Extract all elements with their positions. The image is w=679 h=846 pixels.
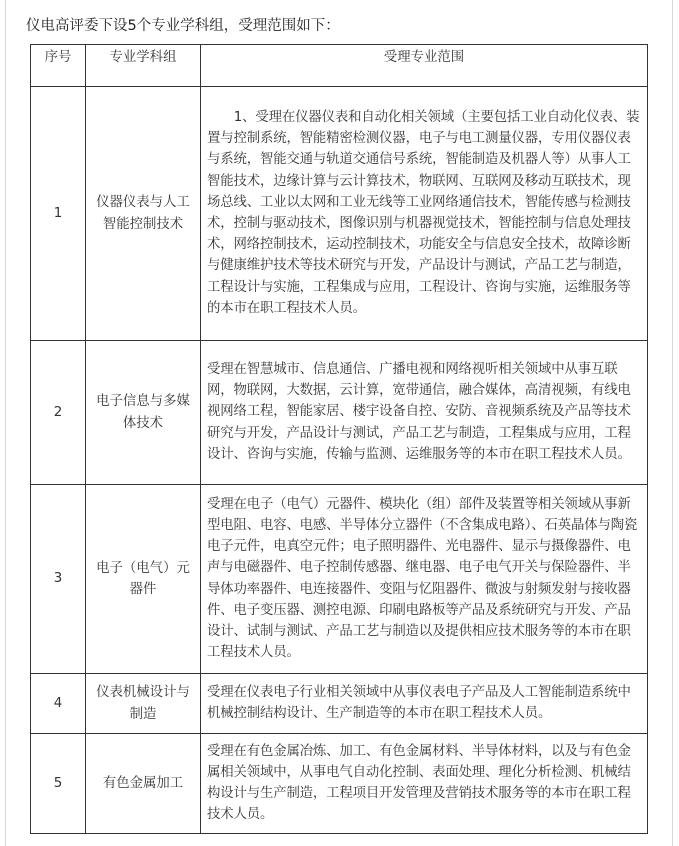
scope-table [30,44,648,834]
header-group: 专业学科组 [86,45,201,87]
header-no: 序号 [31,45,86,87]
row-no: 3 [31,485,86,674]
row-scope: 1、受理在仪器仪表和自动化相关领域（主要包括工业自动化仪表、装置与控制系统，智能精密检测仪器，电子与电工测量仪器，专用仪器仪表与系统，智能交通与轨道交通信号系统，智能制造及机器人等）从事人工智能技术，边缘计算与云计算技术，物联网、互联网及移动互联技术，现场总线、工业以太网和工业无线等工业网络通信技术，智能传感与检测技术，控制与驱动技术，图像识别与机器视觉技术，智能控制与信息处理技术，网络控制技术，运动控制技术，功能安全与信息安全技术，故障诊断与健康维护技术等技术研究与开发，产品设计与测试，产品工艺与制造，工程设计与实施，工程集成与应用，工程设计、咨询与实施，运维服务等的本市在职工程技术人员。 [201,87,648,341]
row-scope: 受理在仪表电子行业相关领域中从事仪表电子产品及人工智能制造系统中机械控制结构设计、生产制造等的本市在职工程技术人员。 [201,674,648,734]
table-row [31,734,648,834]
table-header-row [31,45,648,87]
row-group: 仪器仪表与人工智能控制技术 [86,87,201,341]
row-scope: 受理在有色金属冶炼、加工、有色金属材料、半导体材料，以及与有色金属相关领域中，从事电气自动化控制、表面处理、理化分析检测、机械结构设计与生产制造，工程项目开发管理及营销技术服务等的本市在职工程技术人员。 [201,734,648,834]
row-no: 4 [31,674,86,734]
row-scope: 受理在电子（电气）元器件、模块化（组）部件及装置等相关领域从事新型电阻、电容、电感、半导体分立器件（不含集成电路）、石英晶体与陶瓷电子元件，电真空元件；电子照明器件、光电器件、显示与摄像器件、电声与电磁器件、电子控制传感器、继电器、电子电气开关与保险器件、半导体功率器件、电连接器件、变阻与忆阻器件、微波与射频发射与接收器件、电子变压器、测控电源、印刷电路板等产品及系统研究与开发、产品设计、试制与测试、产品工艺与制造以及提供相应技术服务等的本市在职工程技术人员。 [201,485,648,674]
table-row [31,674,648,734]
table-row [31,341,648,485]
row-no: 1 [31,87,86,341]
row-no: 2 [31,341,86,485]
header-scope: 受理专业范围 [201,45,648,87]
table-row [31,87,648,341]
table-row [31,485,648,674]
row-group: 仪表机械设计与制造 [86,674,201,734]
row-group: 电子（电气）元器件 [86,485,201,674]
row-group: 电子信息与多媒体技术 [86,341,201,485]
row-no: 5 [31,734,86,834]
row-scope: 受理在智慧城市、信息通信、广播电视和网络视听相关领域中从事互联网，物联网，大数据，云计算，宽带通信，融合媒体，高清视频，有线电视网络工程，智能家居、楼宇设备自控、安防、音视频系统及产品等技术研究与开发，产品设计与测试，产品工艺与制造，工程集成与应用，工程设计、咨询与实施，传输与监测、运维服务等的本市在职工程技术人员。 [201,341,648,485]
row-group: 有色金属加工 [86,734,201,834]
intro-text: 仪电高评委下设5个专业学科组，受理范围如下： [26,18,340,34]
